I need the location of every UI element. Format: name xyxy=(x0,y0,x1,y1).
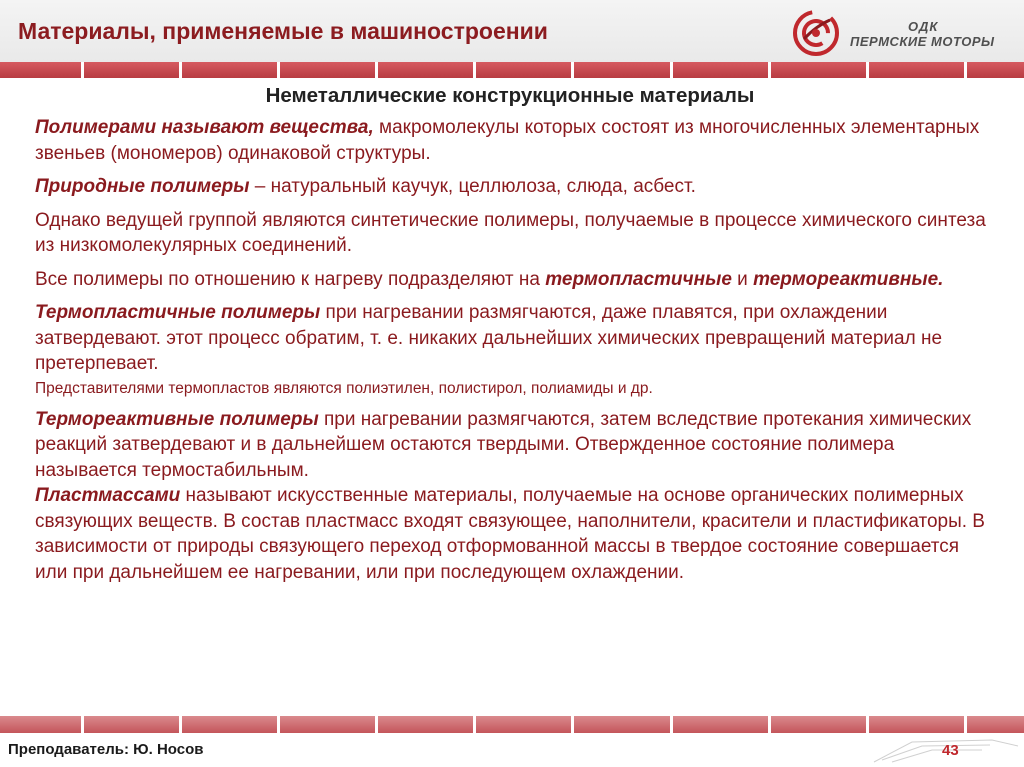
paragraph-text: макромолекулы которых состоят из многочисленных элементарных звеньев (мономеров) одинаковой структуры. xyxy=(35,117,980,164)
logo-text-perm-motors: ПЕРМСКИЕ МОТОРЫ xyxy=(850,34,995,49)
paragraph-text: – натуральный каучук, целлюлоза, слюда, асбест. xyxy=(249,176,696,197)
bottom-decorative-bar xyxy=(0,716,1024,733)
slide-content xyxy=(35,84,995,585)
paragraph-text: называют искусственные материалы, получаемые на основе органических полимерных связующих веществ. В состав пластмасс входят связующее, наполнители, красители и пластификаторы. В зависимости от природы связующего переход отформованной массы в твердое состояние совершается или при дальнейшем ее нагревании, или при последующем охлаждении. xyxy=(35,485,985,583)
paragraph-text: при нагревании размягчаются, даже плавятся, при охлаждении затвердевают. этот процесс обратим, т. е. никаких дальнейших химических превращений материал не претерпевает. xyxy=(35,302,943,374)
term-thermoset: термореактивные. xyxy=(753,268,944,290)
odk-perm-motors-logo xyxy=(790,6,1018,60)
term-polymers: Полимерами называют вещества, xyxy=(35,117,374,138)
logo-emblem-icon xyxy=(790,6,846,60)
term-natural-polymers: Природные полимеры xyxy=(35,176,250,197)
paragraph-thermoplastic-polymers xyxy=(35,300,995,377)
page-number: 43 xyxy=(942,742,959,759)
paragraph-text: и xyxy=(731,268,754,290)
term-plastics: Пластмассами xyxy=(35,485,181,506)
paragraph-text: Все полимеры по отношению к нагреву подразделяют на xyxy=(35,268,546,290)
slide-header xyxy=(0,0,1024,62)
paragraph-heat-classification xyxy=(35,267,995,293)
paragraph-thermoset-polymers xyxy=(35,407,995,484)
paragraph-synthetic-polymers: Однако ведущей группой являются синтетические полимеры, получаемые в процессе химического синтеза из низкомолекулярных соединений. xyxy=(35,209,986,256)
term-thermoplastic-polymers: Термопластичные полимеры xyxy=(35,302,321,323)
paragraph-polymers-definition xyxy=(35,115,995,166)
top-decorative-bar xyxy=(0,62,1024,78)
section-title: Неметаллические конструкционные материалы xyxy=(265,84,755,107)
paragraph-natural-polymers xyxy=(35,174,995,200)
paragraph-plastics xyxy=(35,483,995,585)
term-thermoplastic: термопластичные xyxy=(545,268,732,290)
paragraph-text: при нагревании размягчаются, затем вследствие протекания химических реакций затвердевают и в дальнейшем остаются твердыми. Отвержденное состояние полимера называется термостабильным. xyxy=(35,408,972,481)
paragraph-thermoplastic-examples: Представителями термопластов являются полиэтилен, полистирол, полиамиды и др. xyxy=(35,379,653,397)
term-thermoset-polymers: Термореактивные полимеры xyxy=(35,408,319,430)
logo-text-odk: ОДК xyxy=(908,19,939,34)
teacher-label: Преподаватель: Ю. Носов xyxy=(8,741,204,758)
slide-title: Материалы, применяемые в машиностроении xyxy=(18,18,548,44)
